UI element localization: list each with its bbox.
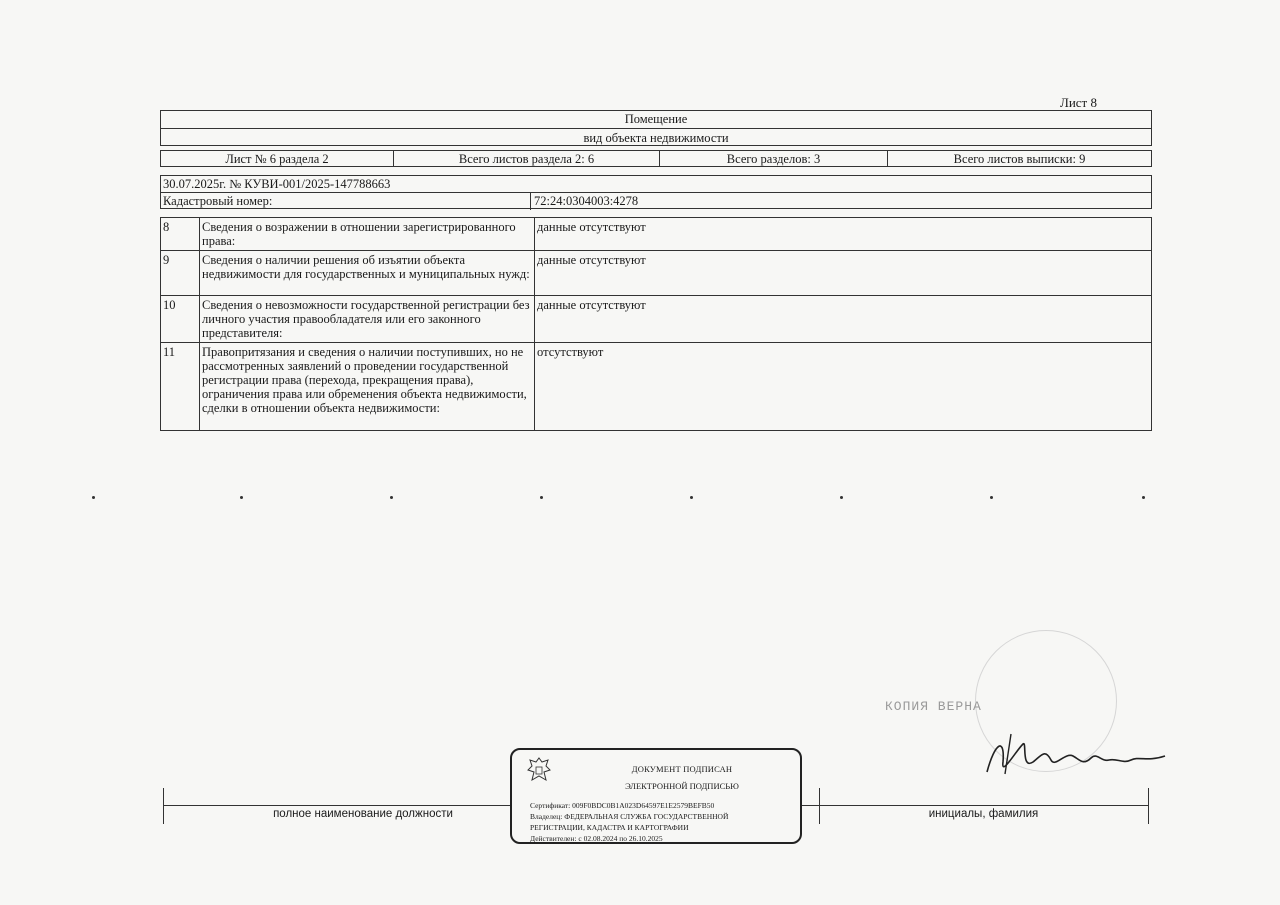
table-row [161,296,1152,343]
sheet-info-row [160,150,1152,167]
scan-dot [390,496,393,499]
row-number: 9 [161,251,200,296]
table-row [161,343,1152,431]
certificate-line: Сертификат: 009F0BDC0B1A023D64597E1E2579BEFB50 [530,801,715,810]
owner-line-2: РЕГИСТРАЦИИ, КАДАСТРА И КАРТОГРАФИИ [530,823,689,832]
scan-dot [240,496,243,499]
copy-stamp: КОПИЯ ВЕРНА [885,699,982,714]
cadastral-number: 72:24:0304003:4278 [534,194,639,208]
handwritten-signature [975,722,1175,782]
row-number: 10 [161,296,200,343]
cadastral-box [160,175,1152,209]
object-type-caption: вид объекта недвижимости [583,131,729,145]
scan-dot [1142,496,1145,499]
row-question: Сведения о наличии решения об изъятии объекта недвижимости для государственных и муниципальных нужд: [200,251,535,296]
signed-subheading: ЭЛЕКТРОННОЙ ПОДПИСЬЮ [625,781,739,791]
total-extract-sheets: Всего листов выписки: 9 [953,152,1086,166]
validity-line: Действителен: с 02.08.2024 по 26.10.2025 [530,834,663,843]
row-answer: данные отсутствуют [535,218,1152,251]
cadastral-label: Кадастровый номер: [161,193,531,210]
extract-reference: 30.07.2025г. № КУВИ-001/2025-147788663 [161,176,1151,193]
row-question: Сведения о возражении в отношении зарегистрированного права: [200,218,535,251]
sheet-number: Лист 8 [1060,95,1097,110]
row-number: 8 [161,218,200,251]
table-row [161,251,1152,296]
row-answer: отсутствуют [535,343,1152,431]
total-sections: Всего разделов: 3 [660,151,888,166]
object-name: Помещение [161,111,1151,129]
name-label: инициалы, фамилия [928,808,1039,820]
e-signature-stamp [510,748,802,844]
scan-dot [690,496,693,499]
table-row [161,218,1152,251]
position-label: полное наименование должности [273,808,453,820]
details-table [160,217,1152,431]
signed-heading: ДОКУМЕНТ ПОДПИСАН [631,764,733,774]
eagle-emblem-icon [526,756,552,786]
row-question: Правопритязания и сведения о наличии поступивших, но не рассмотренных заявлений о проведении государственной регистрации права (перехода, прекращения права), ограничения права или обременения объекта недвижимости, сделки в отношении объекта недвижимости: [200,343,535,431]
scan-dot [840,496,843,499]
sheet-of-section: Лист № 6 раздела 2 [161,151,394,166]
object-title-box [160,110,1152,146]
total-section-sheets: Всего листов раздела 2: 6 [394,151,660,166]
scan-dot [990,496,993,499]
row-number: 11 [161,343,200,431]
scan-dot [92,496,95,499]
row-question: Сведения о невозможности государственной регистрации без личного участия правообладателя или его законного представителя: [200,296,535,343]
owner-line-1: Владелец: ФЕДЕРАЛЬНАЯ СЛУЖБА ГОСУДАРСТВЕННОЙ [530,812,729,821]
row-answer: данные отсутствуют [535,251,1152,296]
row-answer: данные отсутствуют [535,296,1152,343]
scan-dot [540,496,543,499]
